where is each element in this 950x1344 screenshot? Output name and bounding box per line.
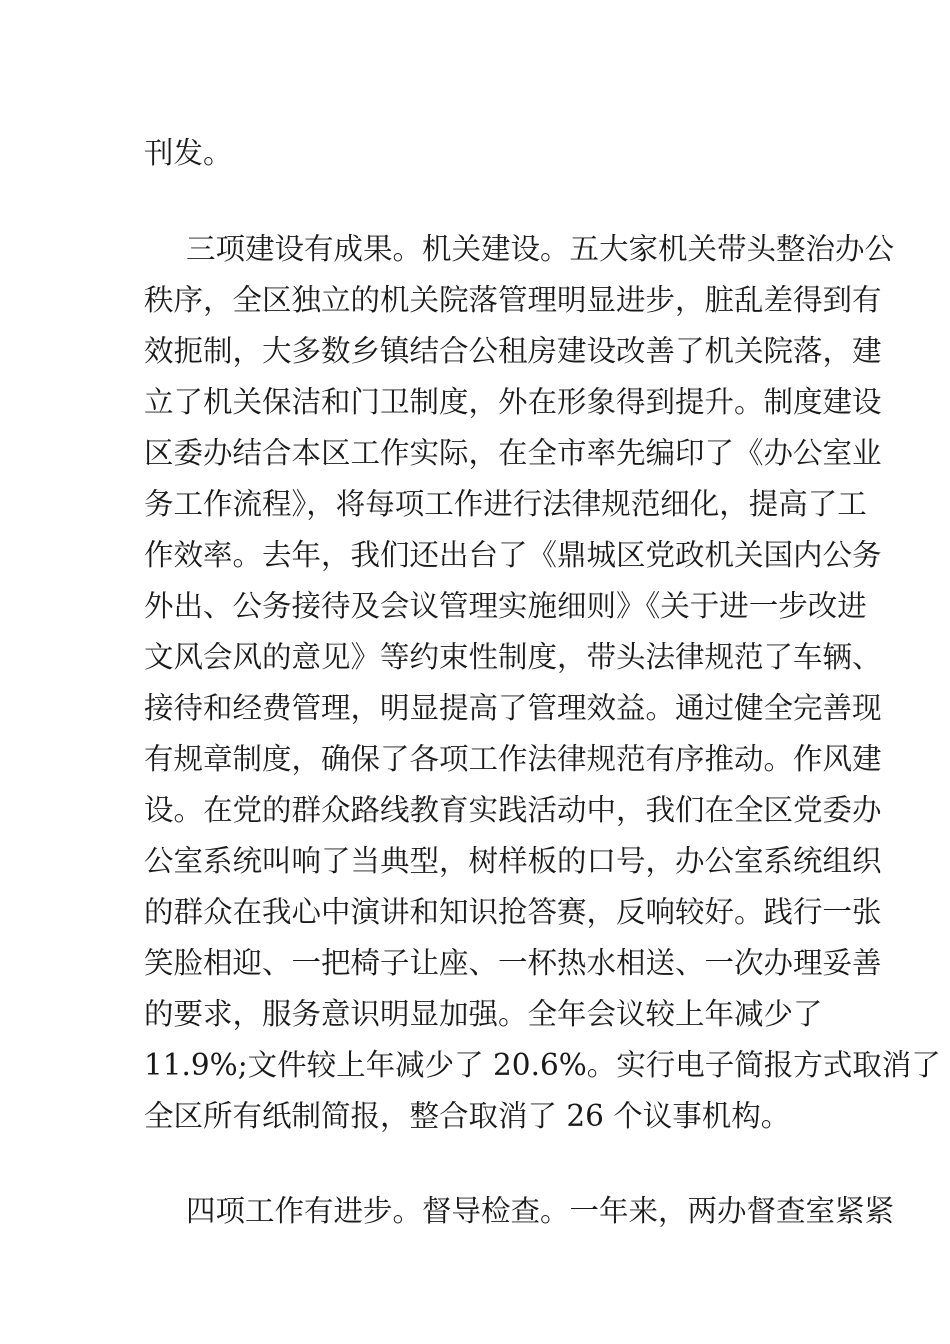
text-line: 作效率。去年，我们还出台了《鼎城区党政机关国内公务 [144, 538, 882, 572]
text-line: 刊发。 [144, 136, 233, 170]
text-line: 秩序，全区独立的机关院落管理明显进步，脏乱差得到有 [144, 283, 882, 317]
text-line: 四项工作有进步。督导检查。一年来，两办督查室紧紧 [186, 1194, 895, 1228]
text-line: 设。在党的群众路线教育实践活动中，我们在全区党委办 [144, 793, 882, 827]
text-line: 效扼制，大多数乡镇结合公租房建设改善了机关院落，建 [144, 334, 882, 368]
text-line: 接待和经费管理，明显提高了管理效益。通过健全完善现 [144, 691, 882, 725]
text-line: 11.9%;文件较上年减少了 20.6%。实行电子简报方式取消了 [144, 1048, 941, 1082]
text-line: 笑脸相迎、一把椅子让座、一杯热水相送、一次办理妥善 [144, 946, 882, 980]
text-line: 立了机关保洁和门卫制度，外在形象得到提升。制度建设 [144, 385, 882, 419]
text-line: 的群众在我心中演讲和知识抢答赛，反响较好。践行一张 [144, 895, 882, 929]
text-line: 文风会风的意见》等约束性制度，带头法律规范了车辆、 [144, 640, 882, 674]
text-line: 有规章制度，确保了各项工作法律规范有序推动。作风建 [144, 742, 882, 776]
text-line: 区委办结合本区工作实际，在全市率先编印了《办公室业 [144, 436, 882, 470]
text-line: 外出、公务接待及会议管理实施细则》《关于进一步改进 [144, 589, 867, 623]
text-line: 三项建设有成果。机关建设。五大家机关带头整治办公 [186, 232, 895, 266]
text-line: 的要求，服务意识明显加强。全年会议较上年减少了 [144, 997, 823, 1031]
text-line: 全区所有纸制简报，整合取消了 26 个议事机构。 [144, 1099, 791, 1133]
text-line: 公室系统叫响了当典型，树样板的口号，办公室系统组织 [144, 844, 882, 878]
text-line: 务工作流程》，将每项工作进行法律规范细化，提高了工 [144, 487, 867, 521]
